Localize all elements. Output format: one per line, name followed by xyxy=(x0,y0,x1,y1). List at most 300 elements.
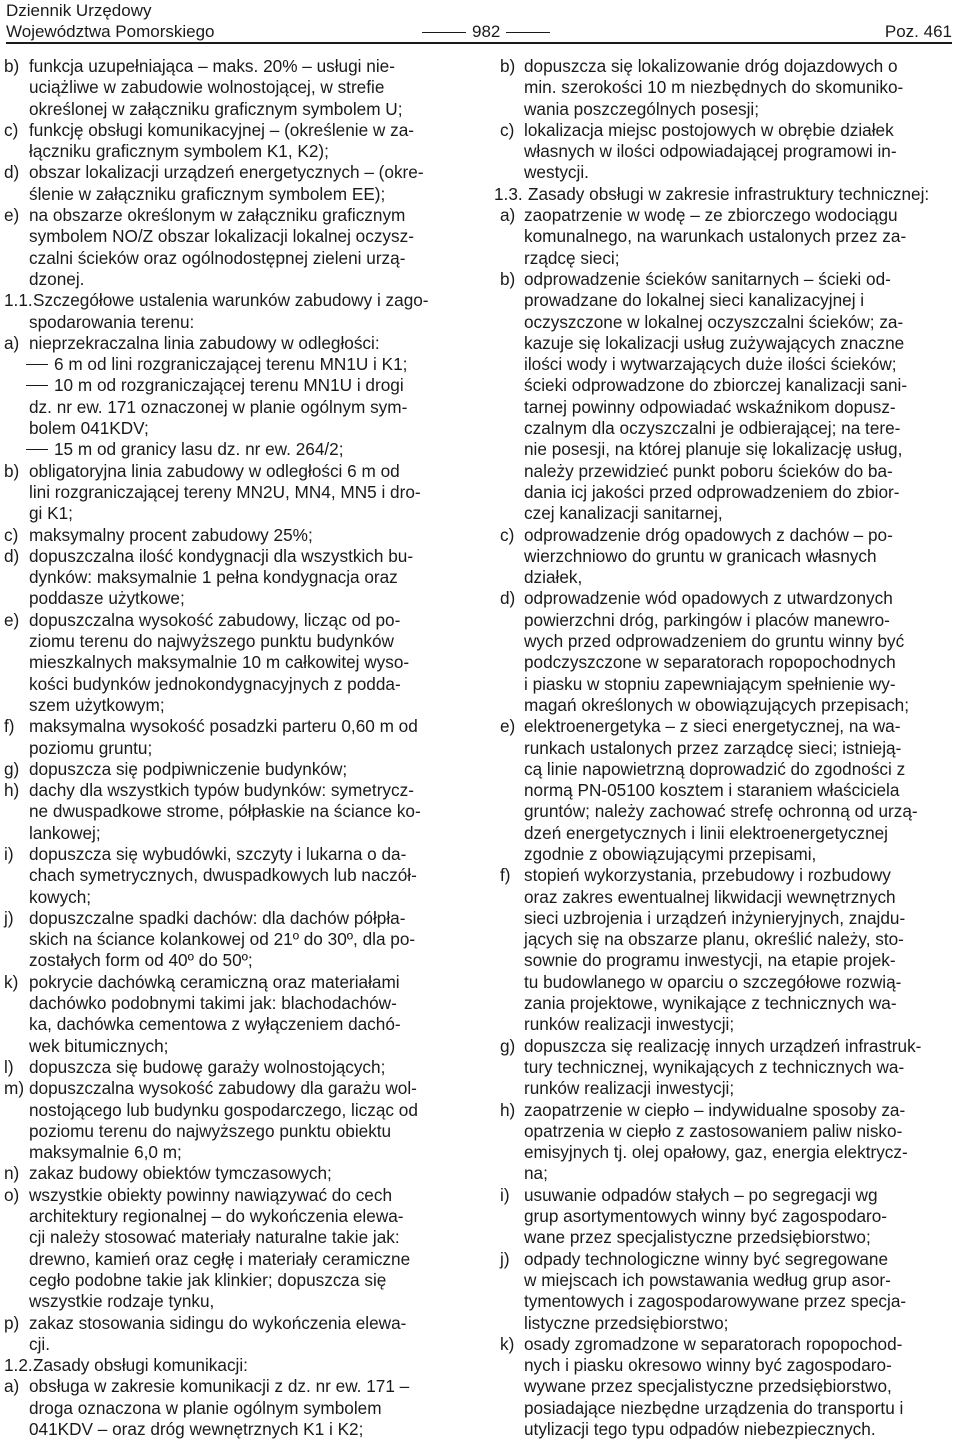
text-line xyxy=(4,418,466,439)
text-line xyxy=(494,695,956,716)
line-text: rządcę sieci; xyxy=(524,247,620,268)
text-line xyxy=(4,312,466,333)
line-text: w miejscach ich powstawania według grup asor- xyxy=(524,1269,891,1290)
text-line xyxy=(494,1376,956,1397)
line-text: nieprzekraczalna linia zabudowy w odległości: xyxy=(29,332,380,353)
line-text: mieszkalnych maksymalnie 10 m całkowitej wyso- xyxy=(29,652,410,673)
text-line xyxy=(494,887,956,908)
text-line xyxy=(494,1334,956,1355)
line-text: architektury regionalnej – do wykończenia elewa- xyxy=(29,1206,404,1227)
line-text: ziomu terenu do najwyższego punktu budynków xyxy=(29,631,394,652)
text-line xyxy=(494,1355,956,1376)
text-line xyxy=(494,56,956,77)
line-text: dopuszczalna ilość kondygnacji dla wszystkich bu- xyxy=(29,545,414,566)
text-line xyxy=(4,674,466,695)
line-text: ścieki odprowadzone do zbiorczej kanalizacji sani- xyxy=(524,375,908,396)
text-line xyxy=(494,354,956,375)
text-line xyxy=(4,716,466,737)
line-text: droga oznaczona w planie ogólnym symbolem xyxy=(29,1397,382,1418)
line-text: obszar lokalizacji urządzeń energetycznych – (okre- xyxy=(29,162,424,183)
line-text: runków realizacji inwestycji; xyxy=(524,1014,735,1035)
text-line xyxy=(4,439,466,460)
line-text: listyczne przedsiębiorstwo; xyxy=(524,1312,729,1333)
text-line xyxy=(4,1036,466,1057)
text-line xyxy=(494,716,956,737)
item-label: 1.3. xyxy=(494,183,523,204)
line-text: kości budynków jednokondygnacyjnych z poddа- xyxy=(29,673,401,694)
line-text: wane przez specjalistyczne przedsiębiorstwo; xyxy=(524,1227,871,1248)
line-text: odprowadzenie wód opadowych z utwardzonych xyxy=(524,588,893,609)
line-text: tury technicznej, wynikających z technicznych wa- xyxy=(524,1056,905,1077)
line-text: gi K1; xyxy=(29,503,73,524)
text-line xyxy=(494,950,956,971)
text-line xyxy=(494,652,956,673)
text-line xyxy=(494,1014,956,1035)
item-label: i) xyxy=(4,843,14,864)
line-text: jących się na obszarze planu, określić należy, sto- xyxy=(524,929,904,950)
text-line xyxy=(494,588,956,609)
text-line xyxy=(494,333,956,354)
text-line xyxy=(494,844,956,865)
line-text: usuwanie odpadów stałych – po segregacji wg xyxy=(524,1184,878,1205)
line-text: i piasku w stopniu zapewniającym spełnienie wy- xyxy=(524,673,896,694)
line-text: odprowadzenie ścieków sanitarnych – ścieki od- xyxy=(524,268,891,289)
item-label: f) xyxy=(4,716,15,737)
text-line xyxy=(4,248,466,269)
item-label: f) xyxy=(500,865,511,886)
line-text: 6 m od lini rozgraniczającej terenu MN1U i K1; xyxy=(54,354,408,375)
page-number-text: 982 xyxy=(472,22,501,41)
text-line xyxy=(4,1142,466,1163)
line-text: kowych; xyxy=(29,886,92,907)
text-line xyxy=(4,588,466,609)
text-line xyxy=(494,1270,956,1291)
text-line xyxy=(494,567,956,588)
text-line xyxy=(494,759,956,780)
text-line xyxy=(494,269,956,290)
text-line xyxy=(4,269,466,290)
text-line xyxy=(494,1291,956,1312)
item-label: d) xyxy=(4,162,20,183)
text-line xyxy=(494,482,956,503)
line-text: grup asortymentowych winny być zagospodaro- xyxy=(524,1206,888,1227)
text-line xyxy=(494,546,956,567)
line-text: westycji. xyxy=(524,162,589,183)
line-text: działek, xyxy=(524,567,583,588)
line-text: drewno, kamień oraz cegłę i materiały ceramiczne xyxy=(29,1248,411,1269)
line-text: własnych w ilości odpowiadającej programowi in- xyxy=(524,141,897,162)
line-text: Zasady obsługi komunikacji: xyxy=(33,1355,248,1376)
line-text: na; xyxy=(524,1163,548,1184)
line-text: zakaz budowy obiektów tymczasowych; xyxy=(29,1163,332,1184)
text-line xyxy=(4,375,466,396)
text-line xyxy=(4,56,466,77)
line-text: nostojącego lub budynku gospodarczego, licząc od xyxy=(29,1099,418,1120)
text-line xyxy=(494,248,956,269)
line-text: lokalizacja miejsc postojowych w obrębie działek xyxy=(524,119,894,140)
text-line xyxy=(4,631,466,652)
text-line xyxy=(4,1206,466,1227)
item-label: 1.1. xyxy=(4,290,33,311)
text-line xyxy=(494,120,956,141)
text-line xyxy=(4,844,466,865)
text-line xyxy=(494,375,956,396)
text-line xyxy=(4,972,466,993)
line-text: funkcja uzupełniająca – maks. 20% – usługi nie- xyxy=(29,56,395,76)
text-line xyxy=(4,908,466,929)
line-text: dopuszcza się realizację innych urządzeń infrastruk- xyxy=(524,1035,922,1056)
item-label: l) xyxy=(4,1056,14,1077)
dash-bullet xyxy=(26,385,48,386)
text-line xyxy=(494,162,956,183)
line-text: oraz zakres ewentualnej likwidacji wewnętrznych xyxy=(524,886,896,907)
text-line xyxy=(494,993,956,1014)
line-text: łączniku graficznym symbolem K1, K2); xyxy=(29,141,329,162)
page-number xyxy=(416,21,556,42)
text-line xyxy=(4,1227,466,1248)
line-text: dopuszcza się wybudówki, szczyty i lukarna o da- xyxy=(29,843,407,864)
line-text: dz. nr ew. 171 oznaczonej w planie ogólnym sym- xyxy=(29,396,408,417)
text-line xyxy=(4,695,466,716)
text-line xyxy=(494,1121,956,1142)
item-label: i) xyxy=(500,1184,510,1205)
text-line xyxy=(4,120,466,141)
text-line xyxy=(494,1206,956,1227)
text-line xyxy=(4,1398,466,1419)
line-text: normą PN-05100 kosztem i staraniem właściciela xyxy=(524,780,900,801)
line-text: chach symetrycznych, dwuspadkowych lub naczół- xyxy=(29,865,417,886)
line-text: Szczegółowe ustalenia warunków zabudowy i zago- xyxy=(33,290,429,311)
line-text: cji. xyxy=(29,1333,51,1354)
line-text: tarnej powinny odpowiadać wskaźnikom dopusz- xyxy=(524,396,896,417)
text-line xyxy=(494,674,956,695)
text-line xyxy=(4,1185,466,1206)
item-label: 1.2. xyxy=(4,1355,33,1376)
line-text: dachówko podobnymi takimi jak: blachodachów- xyxy=(29,993,397,1014)
text-line xyxy=(494,1142,956,1163)
text-line xyxy=(4,1313,466,1334)
line-text: zakaz stosowania sidingu do wykończenia elewa- xyxy=(29,1312,407,1333)
item-label: b) xyxy=(500,56,516,76)
item-label: d) xyxy=(500,588,516,609)
right-column xyxy=(494,56,956,1440)
text-line xyxy=(4,77,466,98)
item-label: j) xyxy=(4,907,14,928)
line-text: obligatoryjna linia zabudowy w odległości 6 m od xyxy=(29,460,400,481)
text-line xyxy=(494,312,956,333)
text-line xyxy=(494,929,956,950)
line-text: ilości wody i wytwarzających duże ilości ścieków; xyxy=(524,354,897,375)
text-line xyxy=(4,1249,466,1270)
item-label: p) xyxy=(4,1312,20,1333)
item-label: o) xyxy=(4,1184,20,1205)
line-text: określonej w załączniku graficznym symbolem U; xyxy=(29,98,403,119)
line-text: wszystkie obiekty powinny nawiązywać do cech xyxy=(29,1184,393,1205)
item-label: c) xyxy=(500,119,515,140)
line-text: wierzchniowo do gruntu w granicach własnych xyxy=(524,545,877,566)
text-line xyxy=(4,1078,466,1099)
text-line xyxy=(494,1227,956,1248)
line-text: dopuszcza się budowę garaży wolnostojących; xyxy=(29,1056,386,1077)
text-line xyxy=(494,631,956,652)
line-text: tymentowych i zagospodarowywane przez specja- xyxy=(524,1291,907,1312)
line-text: kazuje się lokalizacji usług zużywających znaczne xyxy=(524,332,905,353)
text-line xyxy=(4,99,466,120)
text-line xyxy=(4,1057,466,1078)
item-label: c) xyxy=(500,524,515,545)
line-text: szem użytkowym; xyxy=(29,694,165,715)
text-line xyxy=(494,461,956,482)
text-line xyxy=(4,1163,466,1184)
text-line xyxy=(494,610,956,631)
text-line xyxy=(4,1334,466,1355)
line-text: odpady technologiczne winny być segregowane xyxy=(524,1248,889,1269)
text-line xyxy=(494,205,956,226)
line-text: czej kanalizacji sanitarnej, xyxy=(524,503,723,524)
line-text: zaopatrzenie w ciepło – indywidualne sposoby za- xyxy=(524,1099,906,1120)
text-line xyxy=(4,184,466,205)
line-text: utylizacji tego typu odpadów niebezpiecznych. xyxy=(524,1419,876,1439)
line-text: czalni ścieków oraz ogólnodostępnej zieleni urzą- xyxy=(29,247,406,268)
line-text: emisyjnych tj. olej opałowy, gaz, energia elektrycz- xyxy=(524,1142,908,1163)
text-line xyxy=(494,823,956,844)
text-line xyxy=(4,141,466,162)
item-label: c) xyxy=(4,119,19,140)
line-text: 10 m od rozgraniczającej terenu MN1U i drogi xyxy=(54,375,404,396)
journal-title xyxy=(6,0,215,42)
line-text: czalnym dla oczyszczalni je odbierającej; na tere- xyxy=(524,418,901,439)
page-header xyxy=(6,0,952,44)
line-text: skich na ściance kolankowej od 21º do 30º, dla po- xyxy=(29,929,416,950)
line-text: zgodnie z obowiązującymi przepisami, xyxy=(524,843,817,864)
line-text: dopuszczalna wysokość zabudowy dla garażu wol- xyxy=(29,1078,417,1099)
line-text: gruntów; należy zachować strefę ochronną od urzą- xyxy=(524,801,918,822)
item-label: b) xyxy=(500,268,516,289)
item-label: g) xyxy=(500,1035,516,1056)
line-text: pokrycie dachówką ceramiczną oraz materiałami xyxy=(29,971,400,992)
line-text: dachy dla wszystkich typów budynków: symetrycz- xyxy=(29,780,414,801)
line-text: stopień wykorzystania, przebudowy i rozbudowy xyxy=(524,865,891,886)
item-label: g) xyxy=(4,758,20,779)
item-label: m) xyxy=(4,1078,25,1099)
line-text: wania poszczególnych posesji; xyxy=(524,98,760,119)
text-line xyxy=(494,503,956,524)
text-line xyxy=(494,418,956,439)
item-label: k) xyxy=(4,971,19,992)
text-line xyxy=(494,801,956,822)
item-label: j) xyxy=(500,1248,510,1269)
line-text: ne dwuspadkowe strome, półpłaskie na ścianсe ko- xyxy=(29,801,421,822)
text-line xyxy=(4,482,466,503)
line-text: zaopatrzenie w wodę – ze zbiorczego wodociągu xyxy=(524,205,898,226)
text-line xyxy=(4,738,466,759)
line-text: 041KDV – oraz dróg wewnętrznych K1 i K2; xyxy=(29,1419,364,1439)
line-text: dzeń energetycznych i linii elektroenergetycznej xyxy=(524,822,889,843)
text-line xyxy=(494,1313,956,1334)
line-text: wych przed odprowadzeniem do gruntu winny być xyxy=(524,631,905,652)
line-text: Zasady obsługi w zakresie infrastruktury technicznej: xyxy=(528,183,930,204)
line-text: dania icj jakości przed odprowadzeniem do zbior- xyxy=(524,481,900,502)
line-text: dopuszczalna wysokość zabudowy, licząc od po- xyxy=(29,609,401,630)
text-line xyxy=(4,1270,466,1291)
text-line xyxy=(4,652,466,673)
text-line xyxy=(4,1014,466,1035)
line-text: dopuszcza się lokalizowanie dróg dojazdowych o xyxy=(524,56,898,76)
text-line xyxy=(494,780,956,801)
item-label: h) xyxy=(500,1099,516,1120)
text-line xyxy=(4,865,466,886)
text-line xyxy=(4,567,466,588)
text-line xyxy=(4,226,466,247)
line-text: runków realizacji inwestycji; xyxy=(524,1078,735,1099)
line-text: maksymalnie 6,0 m; xyxy=(29,1142,182,1163)
text-line xyxy=(494,1249,956,1270)
text-line xyxy=(4,610,466,631)
text-line xyxy=(494,1057,956,1078)
line-text: maksymalny procent zabudowy 25%; xyxy=(29,524,313,545)
line-text: prowadzane do lokalnej sieci kanalizacyjnej i xyxy=(524,290,865,311)
journal-title-line2: Województwa Pomorskiego xyxy=(6,22,215,41)
text-line xyxy=(494,184,956,205)
text-line xyxy=(494,1185,956,1206)
text-line xyxy=(494,290,956,311)
item-label: n) xyxy=(4,1163,20,1184)
item-label: c) xyxy=(4,524,19,545)
line-text: oczyszczone w lokalnej oczyszczalni ścieków; za- xyxy=(524,311,904,332)
line-text: sownie do programu inwestycji, na etapie projek- xyxy=(524,950,896,971)
text-line xyxy=(494,439,956,460)
header-rule xyxy=(6,42,952,44)
text-line xyxy=(4,354,466,375)
line-text: spodarowania terenu: xyxy=(29,311,195,332)
item-label: e) xyxy=(500,716,516,737)
text-line xyxy=(494,865,956,886)
line-text: zania projektowe, wynikające z technicznych wa- xyxy=(524,993,897,1014)
line-text: komunalnego, na warunkach ustalonych przez za- xyxy=(524,226,907,247)
text-line xyxy=(4,503,466,524)
item-label: d) xyxy=(4,545,20,566)
line-text: min. szerokości 10 m niezbędnych do skomuniko- xyxy=(524,77,904,98)
line-text: poziomu gruntu; xyxy=(29,737,153,758)
text-line xyxy=(494,1419,956,1440)
text-line xyxy=(494,738,956,759)
line-text: poddasze użytkowe; xyxy=(29,588,185,609)
line-text: zostałych form od 40º do 50º; xyxy=(29,950,253,971)
line-text: należy przewidzieć punkt poboru ścieków do ba- xyxy=(524,460,893,481)
line-text: lini rozgraniczającej tereny MN2U, MN4, MN5 i dro- xyxy=(29,481,421,502)
item-label: e) xyxy=(4,609,20,630)
text-line xyxy=(494,226,956,247)
text-line xyxy=(4,333,466,354)
item-label: b) xyxy=(4,56,20,76)
line-text: bolem 041KDV; xyxy=(29,418,149,439)
line-text: tu budowlanego w oparciu o szczegółowe rozwią- xyxy=(524,971,902,992)
line-text: nie posesji, na której planuje się lokalizację usług, xyxy=(524,439,903,460)
text-line xyxy=(494,1036,956,1057)
line-text: funkcję obsługi komunikacyjnej – (określenie w za- xyxy=(29,119,414,140)
line-text: posiadające niezbędne urządzenia do transportu i xyxy=(524,1397,904,1418)
line-text: obsługa w zakresie komunikacji z dz. nr ew. 171 – xyxy=(29,1376,410,1397)
line-text: poziomu terenu do najwyższego punktu obiektu xyxy=(29,1120,392,1141)
line-text: odprowadzenie dróg opadowych z dachów – po- xyxy=(524,524,893,545)
line-text: dzonej. xyxy=(29,268,85,289)
position-number: Poz. 461 xyxy=(884,22,952,41)
text-line xyxy=(494,1078,956,1099)
line-text: dopuszcza się podpiwniczenie budynków; xyxy=(29,758,348,779)
text-line xyxy=(4,461,466,482)
item-label: a) xyxy=(500,205,516,226)
text-line xyxy=(494,397,956,418)
line-text: dynków: maksymalnie 1 pełna kondygnacja oraz xyxy=(29,567,398,588)
line-text: magań określonych w obowiązujących przepisach; xyxy=(524,694,910,715)
text-line xyxy=(4,162,466,183)
line-text: elektroenergetyka – z sieci energetycznej, na wa- xyxy=(524,716,901,737)
item-label: a) xyxy=(4,332,20,353)
left-column xyxy=(4,56,466,1440)
dash-bullet xyxy=(26,364,48,365)
text-line xyxy=(494,908,956,929)
line-text: maksymalna wysokość posadzki parteru 0,60 m od xyxy=(29,716,418,737)
line-text: wek bitumicznych; xyxy=(29,1035,169,1056)
line-text: symbolem NO/Z obszar lokalizacji lokalnej oczysz- xyxy=(29,226,414,247)
text-line xyxy=(4,546,466,567)
line-text: dopuszczalne spadki dachów: dla dachów półpła- xyxy=(29,907,406,928)
text-line xyxy=(494,972,956,993)
text-line xyxy=(4,929,466,950)
item-label: k) xyxy=(500,1333,515,1354)
text-line xyxy=(4,525,466,546)
text-line xyxy=(4,1121,466,1142)
text-line xyxy=(4,205,466,226)
line-text: powierzchni dróg, parkingów i placów manewro- xyxy=(524,609,890,630)
line-text: wywane przez specjalistyczne przedsiębiorstwo, xyxy=(524,1376,892,1397)
text-line xyxy=(494,525,956,546)
text-line xyxy=(494,77,956,98)
text-line xyxy=(4,823,466,844)
text-line xyxy=(494,1100,956,1121)
text-line xyxy=(4,1355,466,1376)
line-text: cegło podobne takie jak klinkier; dopuszcza się xyxy=(29,1269,387,1290)
line-text: 15 m od granicy lasu dz. nr ew. 264/2; xyxy=(54,439,344,460)
text-line xyxy=(4,993,466,1014)
line-text: uciążliwe w zabudowie wolnostojącej, w strefie xyxy=(29,77,385,98)
line-text: ślenie w załączniku graficznym symbolem EE); xyxy=(29,183,386,204)
line-text: na obszarze określonym w załączniku graficznym xyxy=(29,205,406,226)
text-line xyxy=(4,397,466,418)
line-text: osady zgromadzone w separatorach ropopochod- xyxy=(524,1333,903,1354)
item-label: a) xyxy=(4,1376,20,1397)
text-line xyxy=(494,1163,956,1184)
text-line xyxy=(4,759,466,780)
text-line xyxy=(4,801,466,822)
dash-bullet xyxy=(26,449,48,450)
text-line xyxy=(4,780,466,801)
line-text: lankowej; xyxy=(29,822,101,843)
text-line xyxy=(494,141,956,162)
text-line xyxy=(4,887,466,908)
line-text: sieci uzbrojenia i urządzeń inżynieryjnych, znajdu- xyxy=(524,907,906,928)
journal-title-line1: Dziennik Urzędowy xyxy=(6,1,152,20)
line-text: runkach ustalonych przez zarządcę sieci; istnieją- xyxy=(524,737,902,758)
text-line xyxy=(4,1291,466,1312)
item-label: b) xyxy=(4,460,20,481)
text-line xyxy=(4,1419,466,1440)
line-text: podczyszczone w separatorach ropopochodnych xyxy=(524,652,896,673)
item-label: h) xyxy=(4,780,20,801)
line-text: cą linie napowietrzną doprowadzić do zgodności z xyxy=(524,758,906,779)
line-text: opatrzenia w ciepło z zastosowaniem paliw nisko- xyxy=(524,1120,903,1141)
text-line xyxy=(494,99,956,120)
